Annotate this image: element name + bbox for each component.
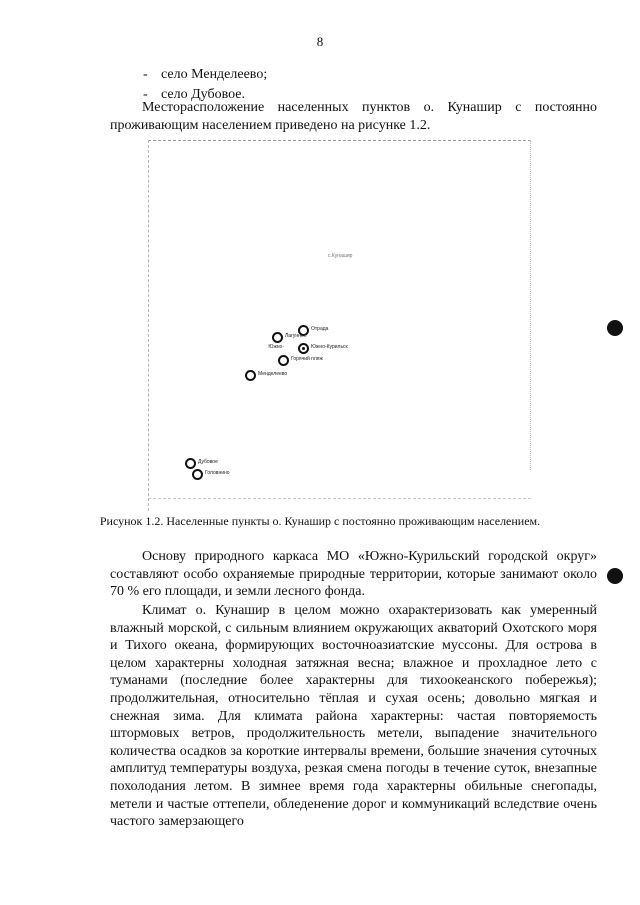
- list-dash: -: [143, 87, 148, 102]
- settlement-circle-icon: [272, 332, 283, 343]
- hole-punch-mark: [607, 320, 623, 336]
- settlement-label: Отрада: [311, 326, 329, 332]
- settlement-circle-icon: [278, 355, 289, 366]
- settlement-circle-icon: [245, 370, 256, 381]
- settlement-label: Дубовое: [198, 459, 218, 465]
- figure-border: [148, 140, 149, 511]
- settlement-circle-icon: [185, 458, 196, 469]
- settlement-label-left: Южно-: [268, 344, 284, 350]
- settlement-label: Головнино: [205, 470, 230, 476]
- list-item: [143, 65, 267, 85]
- map-faint-label: с.Кунашир: [328, 253, 353, 259]
- settlement-circle-icon: [192, 469, 203, 480]
- settlement-label: Лагунное: [285, 333, 307, 339]
- settlement-label: Менделеево: [258, 371, 288, 377]
- figure-border: [530, 140, 531, 470]
- page-number: 8: [316, 34, 324, 49]
- climate-paragraph: Климат о. Кунашир в целом можно охарактеризовать как умеренный влажный морской, с сильным влиянием окружающих акваторий Охотского моря и Тихого океана, формирующих восточноазиатские муссоны. Для острова в целом характерны холодная затяжная весна; влажное и прохладное лето с туманами (последние более характерны для тихоокеанского побережья); продолжительная, относительно тёплая и сухая осень; довольно мягкая и снежная зима. Для климата района характерны: частая повторяемость штормовых ветров, продолжительность метели, выпадение значительного количества осадков за короткие интервалы времени, большие значения суточных амплитуд температуры воздуха, резкая смена погоды в течение суток, внезапные похолодания летом. В зимнее время года характерны обильные снегопады, метели и частые оттепели, обледенение дорог и коммуникаций вследствие очень частого замерзающего: [110, 603, 597, 830]
- settlements-map-figure: [148, 140, 531, 511]
- framework-paragraph: Основу природного каркаса МО «Южно-Курильский городской округ» составляют особо охраняемые природные территории, которые занимают около 70 % его площади, и земли лесного фонда.: [110, 549, 597, 600]
- list-item-text: село Менделеево;: [161, 67, 268, 82]
- figure-caption: Рисунок 1.2. Населенные пункты о. Кунашир с постоянно проживающим населением.: [99, 514, 541, 528]
- figure-border: [148, 140, 531, 141]
- list-item-text: село Дубовое.: [161, 87, 245, 102]
- list-dash: -: [143, 67, 148, 82]
- figure-border: [148, 498, 531, 499]
- intro-paragraph: Месторасположение населенных пунктов о. Кунашир с постоянно проживающим населением приведено на рисунке 1.2.: [110, 100, 597, 133]
- settlement-label: Горячий пляж: [291, 356, 323, 362]
- settlement-label: Южно-Курильск: [311, 344, 348, 350]
- hole-punch-mark: [607, 568, 623, 584]
- admin-center-icon: [298, 343, 309, 354]
